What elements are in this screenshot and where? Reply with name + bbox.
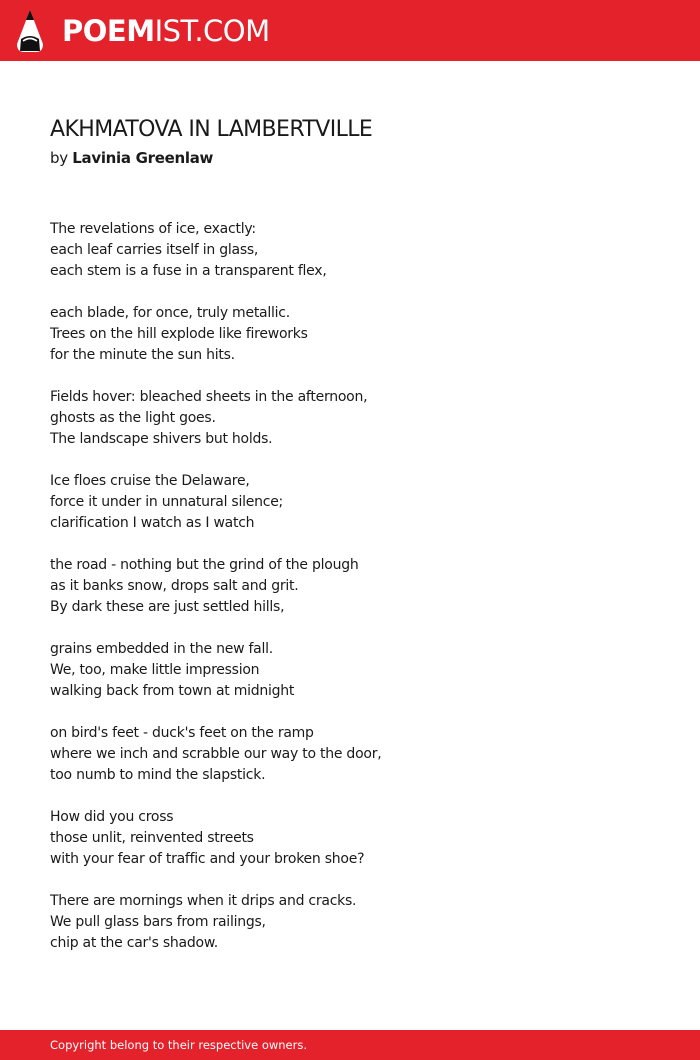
poem-stanza	[50, 807, 650, 870]
poem-byline	[50, 149, 213, 167]
poem-stanza	[50, 723, 650, 786]
poem-line: grains embedded in the new fall.	[50, 641, 273, 657]
poem-line: There are mornings when it drips and cracks.	[50, 893, 357, 909]
poem-line: We, too, make little impression	[50, 662, 260, 678]
poem-line: with your fear of traffic and your broken shoe?	[50, 851, 365, 867]
poem-line: force it under in unnatural silence;	[50, 494, 284, 510]
poem-stanza	[50, 471, 650, 534]
poem-line: where we inch and scrabble our way to the door,	[50, 746, 382, 762]
poem-title: AKHMATOVA IN LAMBERTVILLE	[50, 117, 373, 142]
author-name[interactable]: Lavinia Greenlaw	[72, 149, 214, 167]
poem-line: those unlit, reinvented streets	[50, 830, 254, 846]
poem-line: The landscape shivers but holds.	[50, 431, 273, 447]
copyright-notice: Copyright belong to their respective owners.	[50, 1038, 308, 1052]
poem-line: too numb to mind the slapstick.	[50, 767, 266, 783]
poem-line: each stem is a fuse in a transparent flex,	[50, 263, 327, 279]
logo-text-bold: POEM	[62, 13, 155, 48]
poem-line: the road - nothing but the grind of the plough	[50, 557, 359, 573]
site-header	[0, 0, 700, 61]
poem-line: Ice floes cruise the Delaware,	[50, 473, 250, 489]
poem-line: walking back from town at midnight	[50, 683, 295, 699]
poem-line: each leaf carries itself in glass,	[50, 242, 259, 258]
poem-line: as it banks snow, drops salt and grit.	[50, 578, 299, 594]
pencil-tip-icon	[16, 9, 44, 53]
poem-stanza	[50, 303, 650, 366]
poem-stanza	[50, 639, 650, 702]
poem-stanza	[50, 219, 650, 282]
poem-line: By dark these are just settled hills,	[50, 599, 285, 615]
logo-text-light: IST.COM	[154, 13, 270, 48]
byline-prefix: by	[50, 149, 68, 167]
poem-line: Fields hover: bleached sheets in the afternoon,	[50, 389, 368, 405]
poem-line: We pull glass bars from railings,	[50, 914, 266, 930]
poem-body	[50, 219, 650, 975]
site-logo-link[interactable]	[16, 8, 270, 54]
site-logo-text	[62, 13, 270, 48]
poem-stanza	[50, 891, 650, 954]
poem-line: The revelations of ice, exactly:	[50, 221, 256, 237]
site-footer	[0, 1030, 700, 1060]
poem-line: each blade, for once, truly metallic.	[50, 305, 290, 321]
poem-line: chip at the car's shadow.	[50, 935, 218, 951]
poem-line: for the minute the sun hits.	[50, 347, 235, 363]
poem-line: clarification I watch as I watch	[50, 515, 255, 531]
poem-line: on bird's feet - duck's feet on the ramp	[50, 725, 314, 741]
poem-stanza	[50, 555, 650, 618]
poem-line: Trees on the hill explode like fireworks	[50, 326, 308, 342]
poem-line: ghosts as the light goes.	[50, 410, 216, 426]
poem-line: How did you cross	[50, 809, 174, 825]
poem-stanza	[50, 387, 650, 450]
